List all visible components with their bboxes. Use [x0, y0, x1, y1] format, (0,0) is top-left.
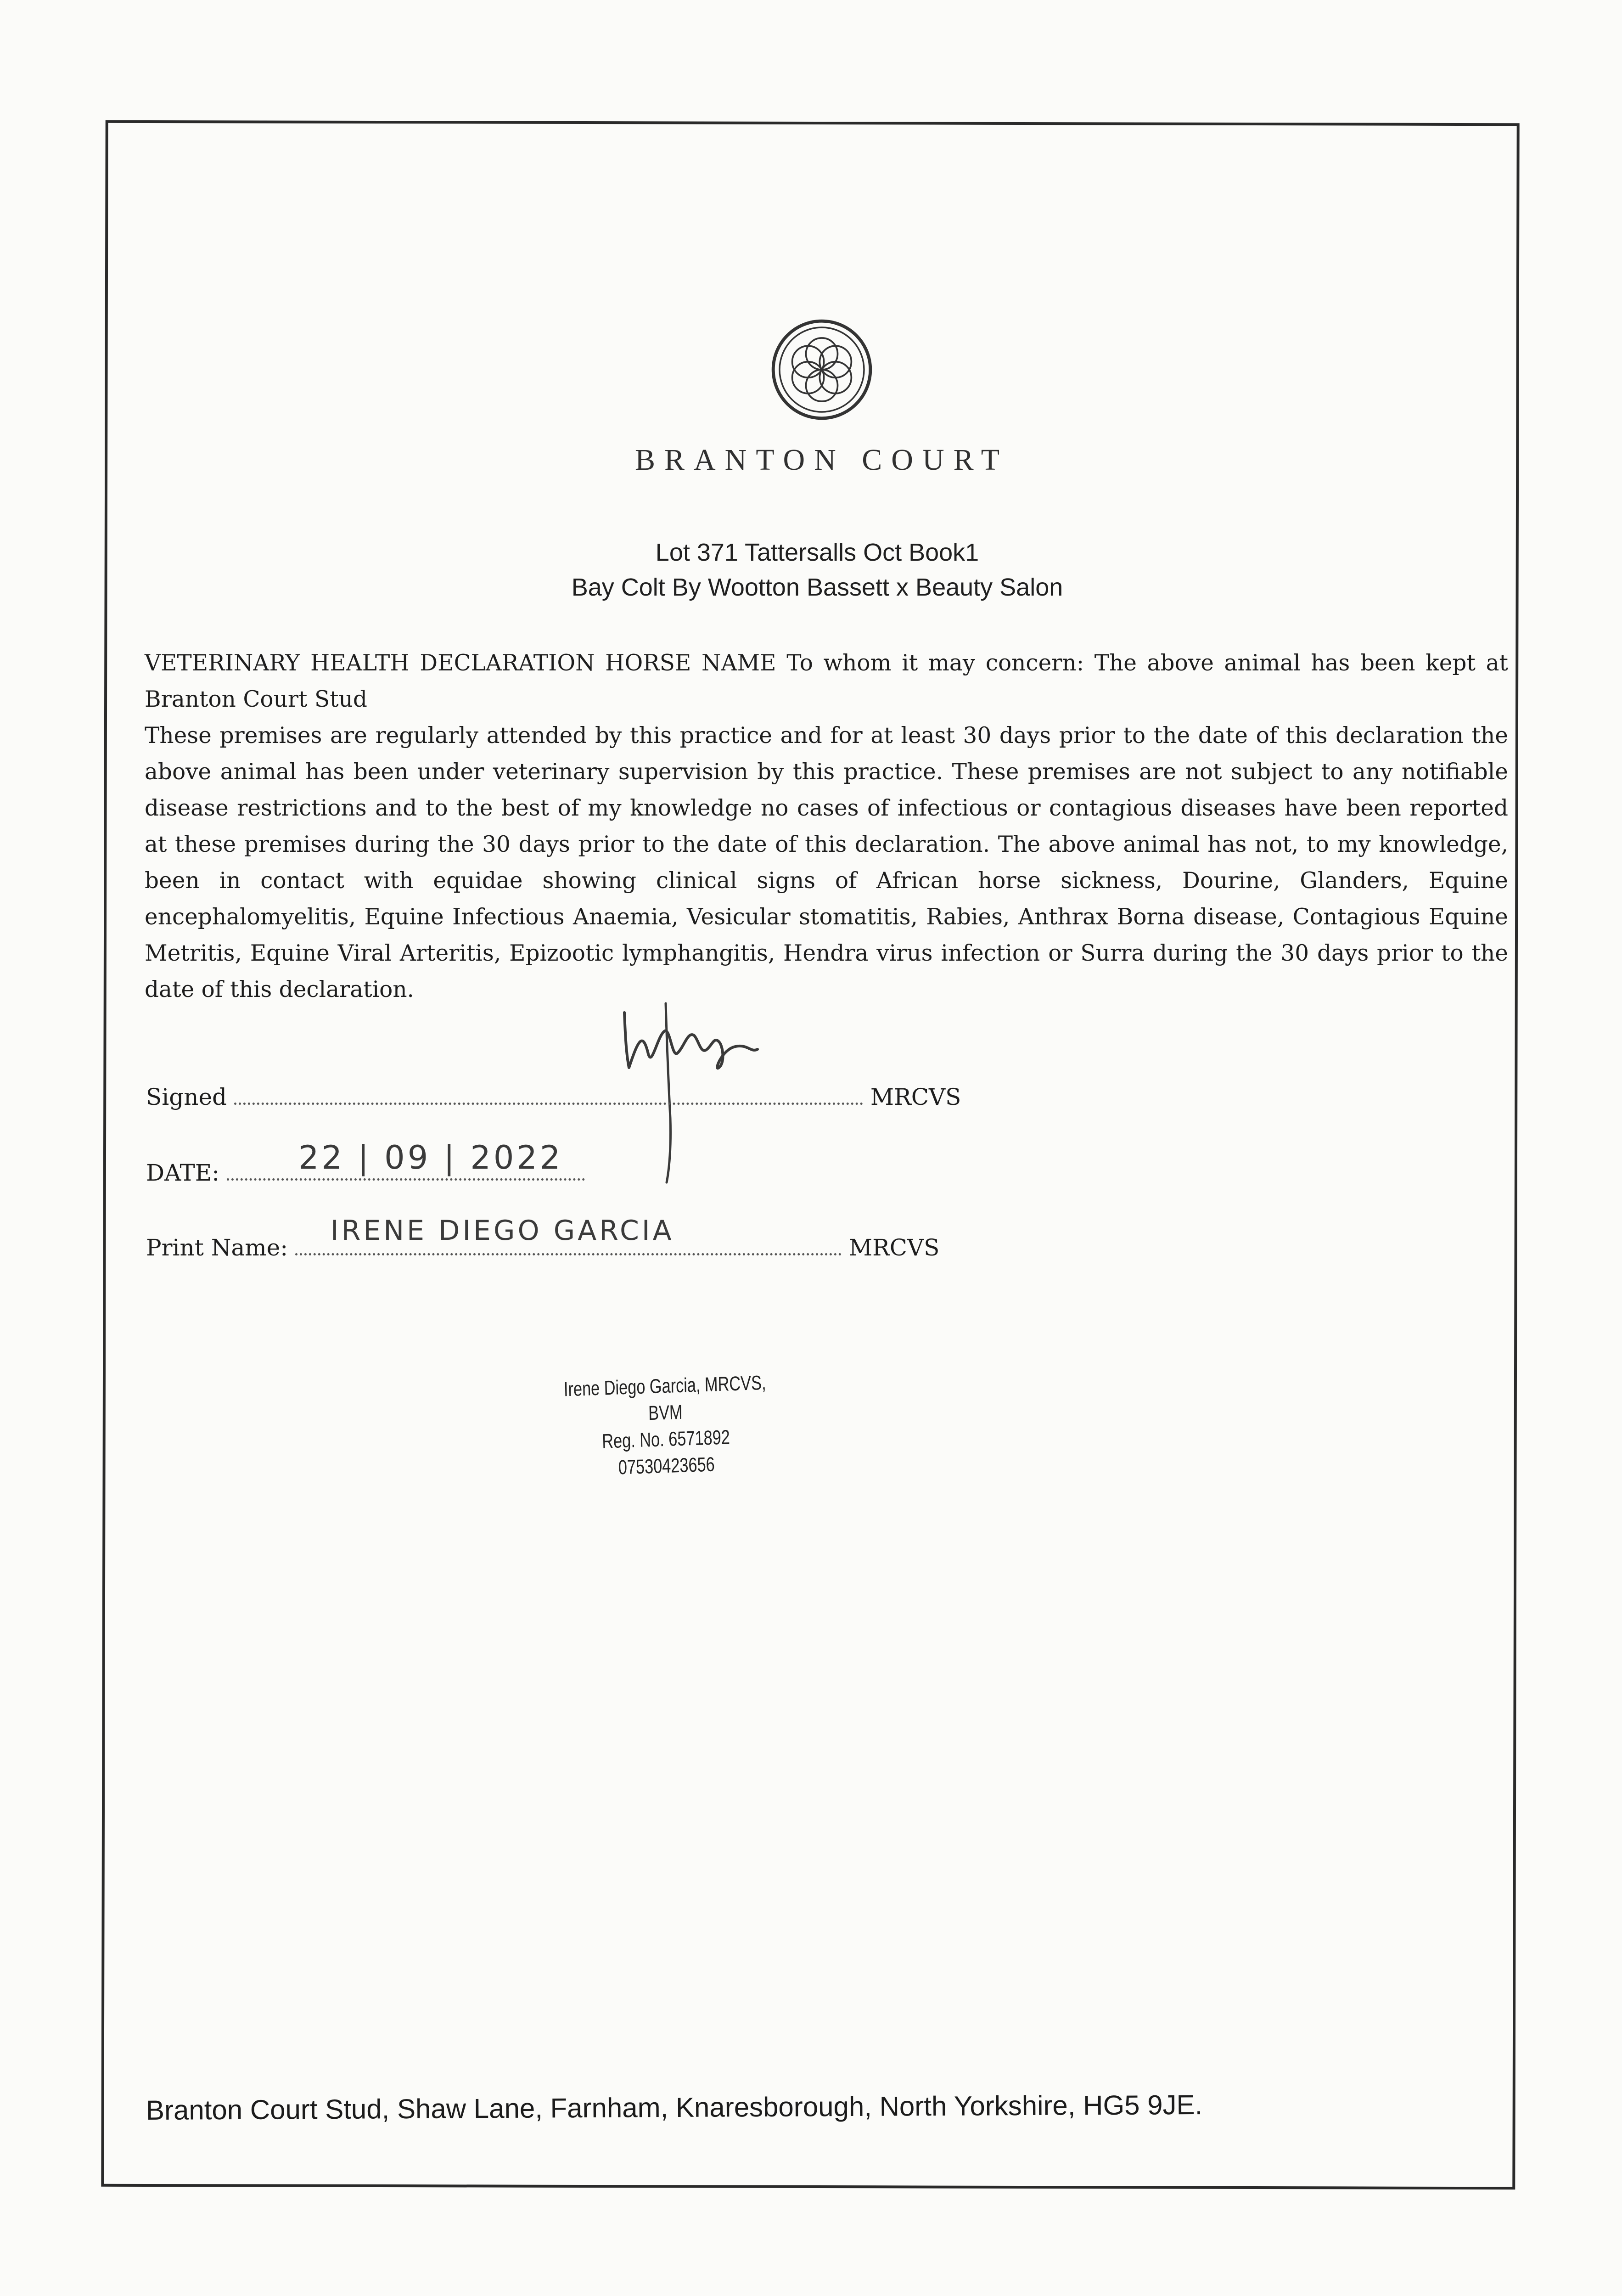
signed-label: Signed [146, 1084, 227, 1110]
declaration-text [145, 645, 1508, 1008]
lot-info [413, 535, 1221, 605]
footer-address: Branton Court Stud, Shaw Lane, Farnham, Knaresborough, North Yorkshire, HG5 9JE. [146, 2089, 1203, 2126]
vet-stamp [550, 1369, 781, 1484]
date-handwritten: 22 | 09 | 2022 [298, 1139, 563, 1176]
print-name-label: Print Name: [146, 1234, 288, 1261]
date-label: DATE: [146, 1159, 220, 1186]
print-name-handwritten: IRENE DIEGO GARCIA [331, 1215, 674, 1247]
print-name-dotted-line [295, 1249, 842, 1255]
stamp-phone: 07530423656 [618, 1453, 715, 1479]
print-name-suffix: MRCVS [848, 1234, 940, 1261]
rosette-circle-icon [769, 317, 875, 422]
horse-description: Bay Colt By Wootton Bassett x Beauty Salon [571, 574, 1063, 601]
signed-row [146, 1084, 961, 1110]
stamp-reg-no: Reg. No. 6571892 [601, 1426, 730, 1453]
declaration-body: These premises are regularly attended by this practice and for at least 30 days prior to the date of this declaration the above animal has been under veterinary supervision by this practice. These premises are not subject to any notifiable disease restrictions and to the best of my knowledge no cases of infectious or contagious diseases have been reported at these premises during the 30 days prior to the date of this declaration. The above animal has not, to my knowledge, been in contact with equidae showing clinical signs of African horse sickness, Dourine, Glanders, Equine encephalomyelitis, Equine Infectious Anaemia, Vesicular stomatitis, Rabies, Anthrax Borna disease, Contagious Equine Metritis, Equine Viral Arteritis, Epizootic lymphangitis, Hendra virus infection or Surra during the 30 days prior to the date of this declaration. [145, 723, 1508, 1002]
lot-number: Lot 371 Tattersalls Oct Book1 [655, 539, 979, 566]
signed-suffix: MRCVS [870, 1084, 961, 1110]
stamp-name: Irene Diego Garcia, MRCVS, BVM [563, 1371, 766, 1425]
letterhead [528, 317, 1116, 478]
brand-wordmark: BRANTON COURT [634, 443, 1009, 477]
declaration-intro: VETERINARY HEALTH DECLARATION HORSE NAME To whom it may concern: The above animal has been kept at Branton Court Stud [145, 650, 1508, 712]
signed-dotted-line [234, 1098, 863, 1105]
